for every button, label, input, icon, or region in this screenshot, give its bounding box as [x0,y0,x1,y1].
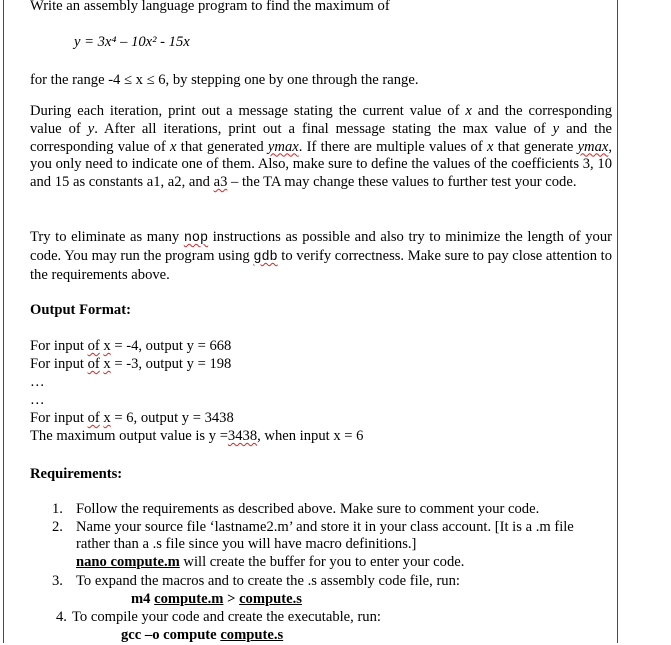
optimization-paragraph: Try to eliminate as many nop instructions as possible and also try to minimize the length of your code. You may run the program using gdb to verify correctness. Make sure to pay close attention to the requirements above. [30,229,612,283]
ymax-term: ymax [267,138,299,155]
range-text: for the range -4 ≤ x ≤ 6, by stepping one by one through the range. [30,72,419,88]
output-line: For input of x = 6, output y = 3438 [30,410,234,426]
equation: y = 3x⁴ – 10x² - 15x [74,34,190,50]
output-format-heading: Output Format: [30,302,131,318]
output-line: For input of x = -4, output y = 668 [30,338,232,354]
gdb-term: gdb [253,249,278,265]
requirement-item: 1. Follow the requirements as described above. Make sure to comment your code. [52,501,540,517]
ellipsis: … [30,374,45,390]
gcc-command: gcc –o compute compute.s [121,627,284,643]
m4-command: m4 compute.m > compute.s [131,591,302,607]
nano-command: nano compute.m [76,553,180,570]
requirements-heading: Requirements: [30,466,123,482]
max-output-line: The maximum output value is y =3438, when input x = 6 [30,428,364,444]
ymax-term: ymax [577,138,609,155]
requirement-item: 4. To compile your code and create the executable, run: [56,609,381,625]
ellipsis: … [30,392,45,408]
nop-term: nop [183,231,209,246]
intro-line: Write an assembly language program to find the maximum of [30,0,390,14]
requirement-item: 2. Name your source file ‘lastname2.m’ and store it in your class account. [It is a .m file rather than a .s file since you will have macro definitions.] nano compute.m will create the buffer for you to enter your code. [52,519,574,570]
iteration-paragraph: During each iteration, print out a message stating the current value of x and the corresponding value of y. After all iterations, print out a final message stating the max value of y and the corresponding value of x that generated ymax. If there are multiple values of x that generate ymax, you only need to indicate one of them. Also, make sure to define the values of the coefficients 3, 10 and 15 as constants a1, a2, and a3 – the TA may change these values to further test your code. [30,103,613,191]
output-line: For input of x = -3, output y = 198 [30,356,232,372]
requirement-item: 3. To expand the macros and to create the .s assembly code file, run: [52,573,460,589]
